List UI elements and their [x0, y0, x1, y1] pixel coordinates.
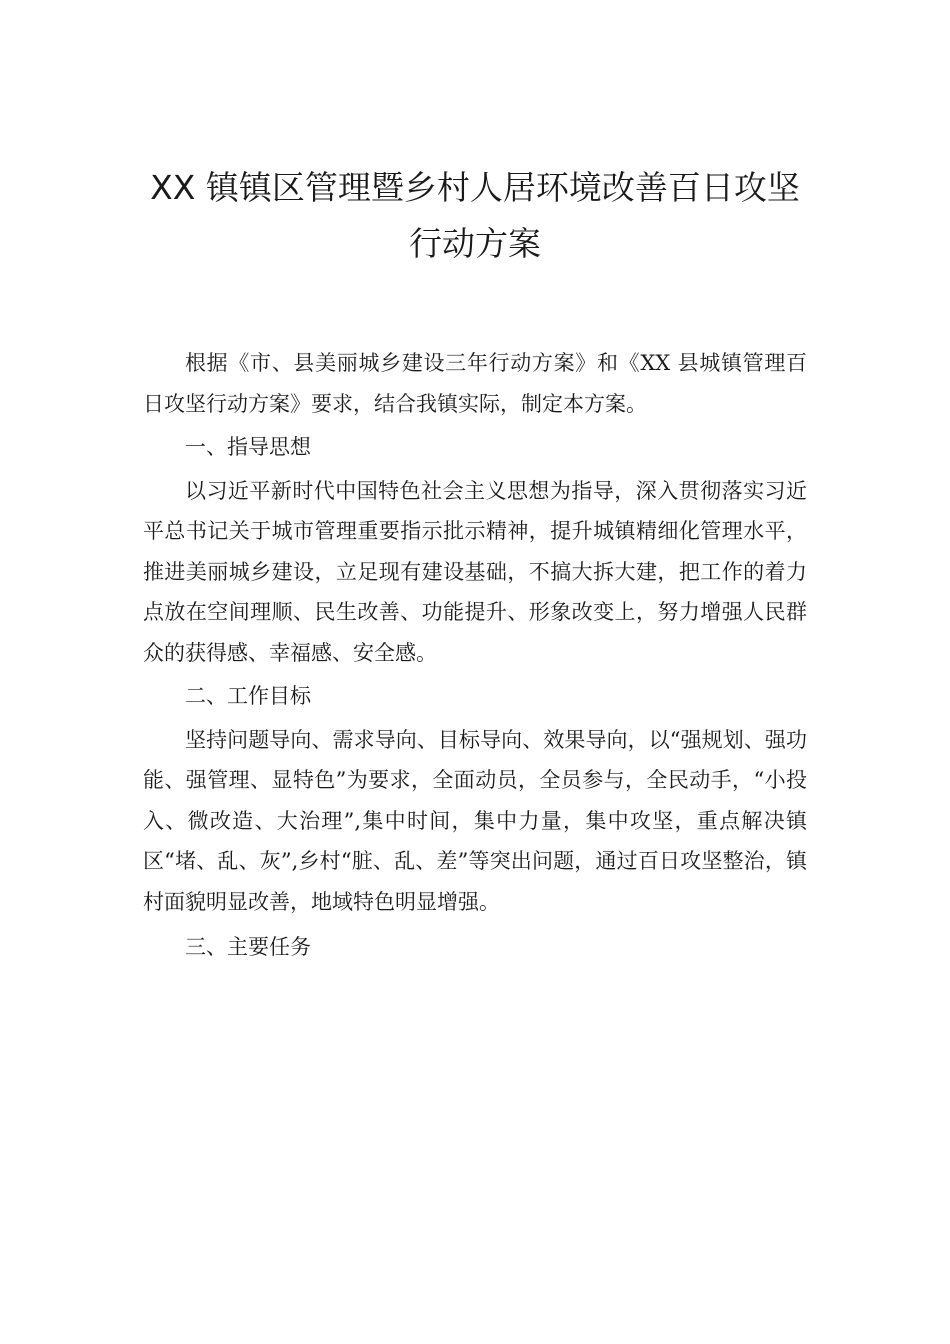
section-heading-guiding-ideology: 一、指导思想: [185, 435, 311, 459]
intro-paragraph: 根据《市、县美丽城乡建设三年行动方案》和《XX 县城镇管理百日攻坚行动方案》要求，结合我镇实际，制定本方案。: [143, 351, 807, 416]
title-line-2: 行动方案: [409, 224, 541, 263]
section-heading-work-goals: 二、工作目标: [185, 684, 311, 708]
document-title: [140, 160, 810, 272]
document-body: [143, 343, 807, 968]
title-line-1: XX 镇镇区管理暨乡村人居环境改善百日攻坚: [150, 168, 800, 207]
section-heading-main-tasks: 三、主要任务: [185, 935, 311, 959]
section-paragraph-guiding-ideology: 以习近平新时代中国特色社会主义思想为指导，深入贯彻落实习近平总书记关于城市管理重要指示批示精神，提升城镇精细化管理水平，推进美丽城乡建设，立足现有建设基础，不搞大拆大建，把工作的着力点放在空间理顺、民生改善、功能提升、形象改变上，努力增强人民群众的获得感、幸福感、安全感。: [143, 478, 807, 665]
section-paragraph-work-goals: 坚持问题导向、需求导向、目标导向、效果导向，以“强规划、强功能、强管理、显特色”为要求，全面动员，全员参与，全民动手，“小投入、微改造、大治理”,集中时间，集中力量，集中攻坚，重点解决镇区“堵、乱、灰”,乡村“脏、乱、差”等突出问题，通过百日攻坚整治，镇村面貌明显改善，地域特色明显增强。: [143, 727, 807, 914]
